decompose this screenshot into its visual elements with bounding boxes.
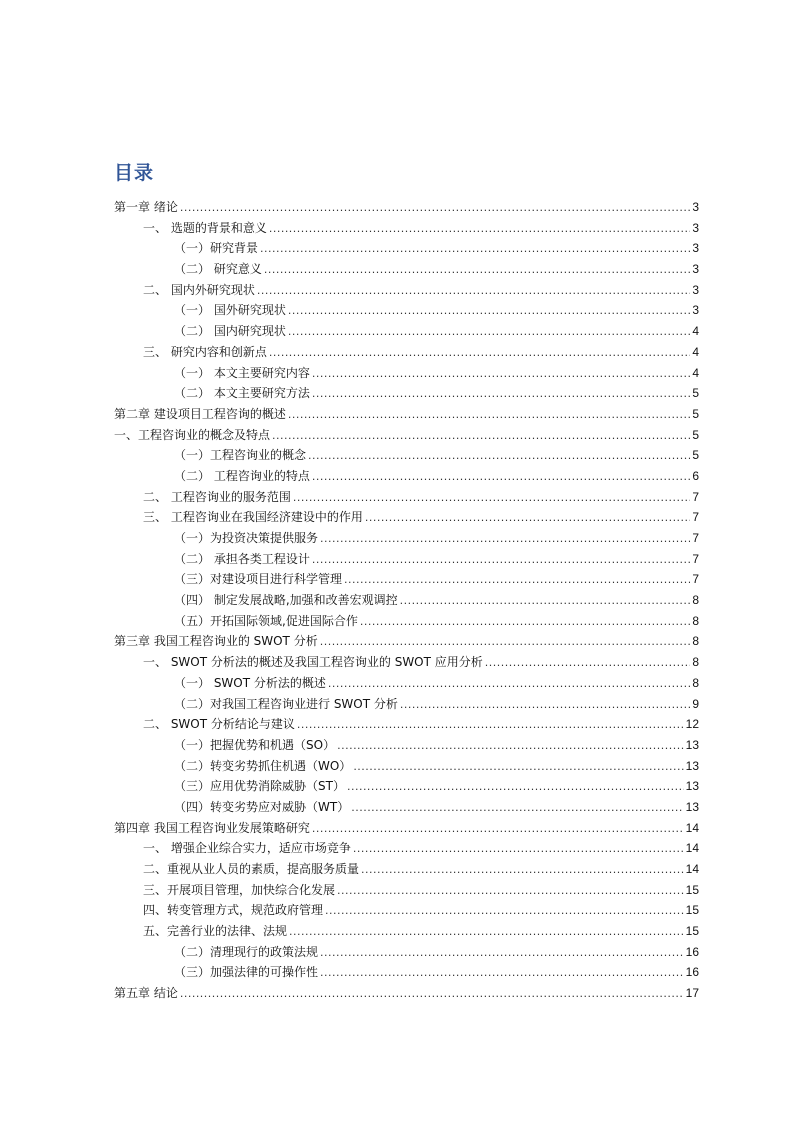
toc-entry[interactable] (114, 942, 699, 963)
toc-page-number: 3 (692, 220, 699, 235)
toc-dot-leader (320, 963, 684, 984)
toc-entry[interactable] (114, 631, 699, 652)
toc-dot-leader (353, 757, 683, 778)
toc-entry-text: （一）为投资决策提供服务 (174, 531, 319, 545)
toc-page-number: 3 (692, 282, 699, 297)
toc-entry[interactable] (114, 445, 699, 466)
toc-entry[interactable] (114, 776, 699, 797)
toc-entry-text: 五、完善行业的法律、法规 (143, 924, 288, 939)
toc-page-number: 4 (692, 344, 699, 359)
toc-page-number: 4 (692, 365, 699, 380)
toc-entry-text: 四、转变管理方式，规范政府管理 (143, 903, 324, 918)
toc-entry[interactable] (114, 569, 699, 590)
toc-page-number: 5 (692, 427, 699, 442)
toc-entry-text: 一、工程咨询业的概念及特点 (114, 427, 271, 442)
toc-dot-leader (312, 467, 690, 488)
toc-entry-text: 二、 SWOT 分析结论与建议 (143, 717, 295, 732)
toc-entry[interactable] (114, 921, 699, 942)
toc-entry[interactable] (114, 756, 699, 777)
toc-entry[interactable] (114, 507, 699, 528)
toc-page-number: 17 (685, 986, 699, 1001)
toc-page-number: 6 (692, 468, 699, 483)
toc-dot-leader (180, 984, 684, 1005)
toc-entry[interactable] (114, 797, 699, 818)
toc-dot-leader (320, 632, 691, 653)
toc-entry-text: 三、 工程咨询业在我国经济建设中的作用 (143, 510, 363, 525)
toc-dot-leader (293, 488, 690, 509)
toc-dot-leader (264, 260, 690, 281)
toc-entry-text: 第四章 我国工程咨询业发展策略研究 (114, 820, 310, 835)
toc-entry-text: 一、 增强企业综合实力，适应市场竞争 (143, 841, 351, 856)
toc-page-number: 15 (685, 882, 699, 897)
table-of-contents (114, 197, 699, 1004)
toc-page-number: 5 (692, 406, 699, 421)
toc-dot-leader (288, 301, 690, 322)
toc-entry-text: 第三章 我国工程咨询业的 SWOT 分析 (114, 634, 318, 649)
toc-entry-text: 一、 选题的背景和意义 (143, 220, 267, 235)
toc-dot-leader (272, 426, 690, 447)
toc-dot-leader (325, 901, 684, 922)
toc-dot-leader (308, 446, 690, 467)
toc-page-number: 7 (692, 489, 699, 504)
toc-entry[interactable] (114, 859, 699, 880)
toc-dot-leader (353, 839, 684, 860)
toc-dot-leader (320, 529, 690, 550)
toc-page-number: 13 (685, 737, 699, 752)
toc-entry-text: （一） 国外研究现状 (174, 303, 286, 318)
toc-entry[interactable] (114, 983, 699, 1004)
toc-entry-text: （一） SWOT 分析法的概述 (174, 675, 326, 690)
toc-entry[interactable] (114, 321, 699, 342)
toc-dot-leader (257, 281, 690, 302)
toc-dot-leader (180, 198, 690, 219)
toc-page-number: 8 (692, 634, 699, 649)
toc-dot-leader (288, 322, 690, 343)
toc-entry-text: （二）转变劣势抓住机遇（WO） (174, 758, 352, 773)
toc-entry[interactable] (114, 652, 699, 673)
toc-entry[interactable] (114, 590, 699, 611)
toc-entry-text: （一）把握优势和机遇（SO） (174, 737, 336, 752)
toc-page-number: 3 (692, 262, 699, 277)
toc-page-number: 7 (692, 551, 699, 566)
toc-dot-leader (269, 343, 690, 364)
toc-entry-text: （一）工程咨询业的概念 (174, 448, 307, 463)
toc-dot-leader (485, 653, 691, 674)
toc-page-number: 13 (685, 779, 699, 794)
toc-entry[interactable] (114, 962, 699, 983)
toc-page-number: 3 (692, 200, 699, 214)
toc-entry[interactable] (114, 838, 699, 859)
toc-entry-text: 一、 SWOT 分析法的概述及我国工程咨询业的 SWOT 应用分析 (143, 655, 483, 670)
toc-page-number: 5 (692, 448, 699, 463)
toc-entry-text: （一）研究背景 (174, 241, 259, 256)
toc-dot-leader (260, 239, 690, 260)
toc-entry-text: （二） 工程咨询业的特点 (174, 468, 310, 483)
toc-entry-text: （二） 研究意义 (174, 262, 262, 277)
toc-dot-leader (269, 219, 690, 240)
toc-dot-leader (351, 798, 683, 819)
toc-entry[interactable] (114, 238, 699, 259)
toc-entry-text: （二） 国内研究现状 (174, 324, 286, 339)
toc-page-number: 8 (692, 593, 699, 608)
toc-entry-text: （二） 承担各类工程设计 (174, 551, 310, 566)
toc-entry-text: （三）加强法律的可操作性 (174, 965, 319, 980)
toc-page-number: 4 (692, 324, 699, 339)
toc-dot-leader (328, 674, 690, 695)
toc-entry[interactable] (114, 900, 699, 921)
toc-entry-text: （一） 本文主要研究内容 (174, 365, 310, 380)
toc-page-number: 14 (685, 862, 699, 876)
toc-dot-leader (344, 570, 690, 591)
toc-dot-leader (400, 591, 691, 612)
toc-dot-leader (361, 860, 684, 881)
toc-dot-leader (312, 550, 690, 571)
toc-entry-text: 三、开展项目管理，加快综合化发展 (143, 882, 336, 897)
toc-entry-text: （二） 本文主要研究方法 (174, 386, 310, 401)
toc-dot-leader (288, 405, 690, 426)
toc-entry[interactable] (114, 714, 699, 735)
toc-page-number: 7 (692, 510, 699, 525)
toc-page-number: 3 (692, 241, 699, 256)
toc-entry-text: （二）对我国工程咨询业进行 SWOT 分析 (174, 696, 398, 711)
toc-entry[interactable] (114, 383, 699, 404)
toc-entry[interactable] (114, 549, 699, 570)
toc-entry-text: （三）对建设项目进行科学管理 (174, 572, 343, 587)
toc-page-number: 16 (685, 965, 699, 980)
toc-page-number: 16 (685, 944, 699, 959)
toc-dot-leader (297, 715, 684, 736)
toc-dot-leader (337, 736, 684, 757)
toc-entry-text: （三）应用优势消除威胁（ST） (174, 779, 345, 794)
toc-entry[interactable] (114, 487, 699, 508)
toc-entry[interactable] (114, 404, 699, 425)
toc-page-number: 8 (692, 675, 699, 690)
toc-entry[interactable] (114, 880, 699, 901)
toc-entry[interactable] (114, 694, 699, 715)
toc-entry[interactable] (114, 300, 699, 321)
toc-entry[interactable] (114, 425, 699, 446)
toc-entry-text: （二）清理现行的政策法规 (174, 944, 319, 959)
toc-page-number: 7 (692, 572, 699, 587)
toc-entry[interactable] (114, 528, 699, 549)
toc-entry-text: 第五章 结论 (114, 986, 178, 1001)
toc-entry[interactable] (114, 611, 699, 632)
toc-page-number: 12 (685, 717, 699, 732)
toc-dot-leader (320, 943, 684, 964)
toc-entry[interactable] (114, 818, 699, 839)
toc-page-number: 13 (685, 758, 699, 773)
toc-page-number: 15 (685, 924, 699, 939)
toc-entry[interactable] (114, 342, 699, 363)
toc-entry[interactable] (114, 673, 699, 694)
toc-page-number: 15 (685, 903, 699, 918)
toc-page-number: 8 (692, 655, 699, 670)
toc-entry-text: （五）开拓国际领域,促进国际合作 (174, 613, 358, 628)
toc-page-number: 14 (685, 820, 699, 835)
toc-entry[interactable] (114, 280, 699, 301)
toc-entry[interactable] (114, 197, 699, 218)
toc-entry[interactable] (114, 259, 699, 280)
toc-dot-leader (400, 695, 690, 716)
toc-page-number: 3 (692, 303, 699, 318)
toc-dot-leader (312, 364, 690, 385)
toc-title: 目录 (114, 162, 155, 184)
toc-dot-leader (312, 819, 684, 840)
toc-page-number: 5 (692, 386, 699, 401)
toc-page-number: 13 (685, 799, 699, 814)
toc-dot-leader (312, 384, 690, 405)
toc-page-number: 7 (692, 531, 699, 545)
toc-entry[interactable] (114, 218, 699, 239)
toc-entry-text: 二、 工程咨询业的服务范围 (143, 489, 291, 504)
toc-entry[interactable] (114, 735, 699, 756)
toc-entry[interactable] (114, 363, 699, 384)
toc-entry-text: 二、 国内外研究现状 (143, 282, 255, 297)
toc-entry[interactable] (114, 466, 699, 487)
toc-entry-text: （四）转变劣势应对威胁（WT） (174, 799, 350, 814)
toc-page-number: 14 (685, 841, 699, 856)
toc-page-number: 8 (692, 613, 699, 628)
toc-page-number: 9 (692, 696, 699, 711)
toc-dot-leader (365, 508, 690, 529)
toc-entry-text: 三、 研究内容和创新点 (143, 344, 267, 359)
toc-entry-text: （四） 制定发展战略,加强和改善宏观调控 (174, 593, 398, 608)
toc-entry-text: 第二章 建设项目工程咨询的概述 (114, 406, 286, 421)
toc-dot-leader (360, 612, 690, 633)
toc-dot-leader (337, 881, 684, 902)
toc-entry-text: 二、重视从业人员的素质，提高服务质量 (143, 862, 360, 876)
toc-dot-leader (289, 922, 684, 943)
toc-entry-text: 第一章 绪论 (114, 200, 178, 214)
toc-dot-leader (347, 777, 684, 798)
